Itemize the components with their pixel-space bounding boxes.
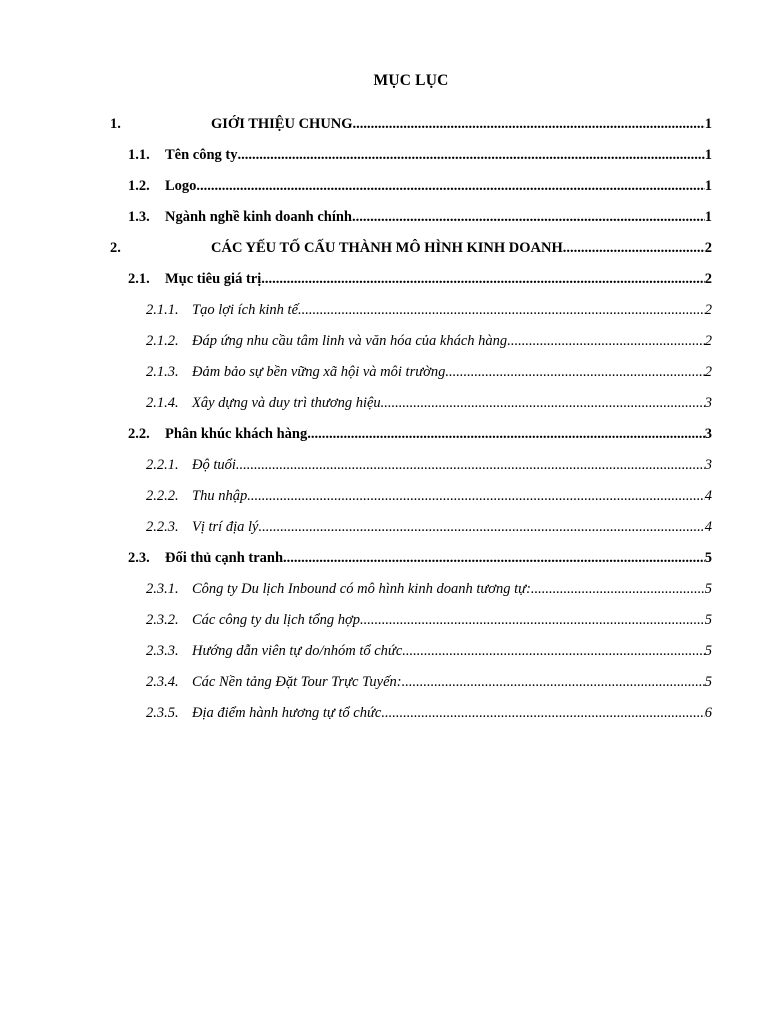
toc-entry[interactable]	[128, 267, 712, 291]
toc-entry-text: Công ty Du lịch Inbound có mô hình kinh doanh tương tự:	[192, 581, 531, 597]
dot-leader	[352, 205, 705, 229]
toc-entry-page-number: 5	[704, 581, 712, 597]
toc-entry-text: Đảm bảo sự bền vững xã hội và môi trường	[192, 364, 446, 380]
toc-entry-number: 2.3.4.	[146, 674, 179, 690]
dot-leader	[360, 608, 705, 632]
dot-leader	[445, 360, 704, 384]
toc-entry-text: Địa điểm hành hương tự tổ chức	[192, 705, 382, 721]
toc-entry-text: Logo	[165, 178, 197, 194]
toc-entry-text: Các công ty du lịch tổng hợp	[192, 612, 361, 628]
toc-entry-text: Hướng dẫn viên tự do/nhóm tổ chức	[192, 643, 403, 659]
dot-leader	[236, 453, 705, 477]
toc-entry[interactable]	[146, 701, 712, 725]
toc-entry-number: 2.3.	[128, 550, 150, 566]
toc-entry-text: Tạo lợi ích kinh tế	[192, 302, 299, 318]
toc-entry-number: 2.3.2.	[146, 612, 179, 628]
toc-entry[interactable]	[128, 143, 712, 167]
toc-entry-page-number: 6	[704, 705, 712, 721]
toc-entry-number: 2.2.	[128, 426, 150, 442]
toc-entry[interactable]	[128, 546, 712, 570]
toc-entry[interactable]	[146, 298, 712, 322]
toc-entry[interactable]	[146, 577, 712, 601]
toc-entry-page-number: 1	[704, 178, 712, 194]
toc-entry-number: 2.1.4.	[146, 395, 179, 411]
toc-entry-text: Mục tiêu giá trị	[165, 271, 262, 287]
toc-entry[interactable]	[128, 174, 712, 198]
dot-leader	[381, 701, 704, 725]
toc-entry-number: 1.2.	[128, 178, 150, 194]
toc-entry[interactable]	[146, 515, 712, 539]
toc-entry-number: 2.2.2.	[146, 488, 179, 504]
toc-entry-number: 2.	[110, 240, 121, 256]
dot-leader	[247, 484, 705, 508]
dot-leader	[381, 391, 705, 415]
toc-entry-text: Phân khúc khách hàng	[165, 426, 308, 442]
toc-entry-text: GIỚI THIỆU CHUNG	[211, 116, 353, 132]
toc-entry-page-number: 2	[704, 333, 712, 349]
toc-entry-page-number: 1	[704, 147, 712, 163]
toc-entry-text: Ngành nghề kinh doanh chính	[165, 209, 352, 225]
toc-entry-text: Thu nhập	[192, 488, 248, 504]
toc-entry-text: Đáp ứng nhu cầu tâm linh và văn hóa của khách hàng	[192, 333, 508, 349]
toc-entry-text: Độ tuổi	[192, 457, 236, 473]
toc-entry[interactable]	[146, 484, 712, 508]
toc-title: MỤC LỤC	[373, 72, 449, 89]
toc-entry-number: 2.3.5.	[146, 705, 179, 721]
toc-entry-text: Tên công ty	[165, 147, 238, 163]
toc-entry-page-number: 5	[704, 643, 712, 659]
toc-entry-number: 2.1.	[128, 271, 150, 287]
toc-entry-text: Xây dựng và duy trì thương hiệu	[192, 395, 381, 411]
toc-entry[interactable]	[146, 608, 712, 632]
toc-entry-number: 2.2.3.	[146, 519, 179, 535]
toc-entry-page-number: 5	[704, 674, 712, 690]
toc-entry-page-number: 3	[704, 457, 712, 473]
dot-leader	[238, 143, 705, 167]
dot-leader	[563, 236, 705, 260]
toc-entry-page-number: 2	[704, 240, 712, 256]
toc-entry[interactable]	[146, 639, 712, 663]
dot-leader	[298, 298, 705, 322]
toc-entry[interactable]	[146, 670, 712, 694]
toc-entry-number: 1.1.	[128, 147, 150, 163]
dot-leader	[507, 329, 705, 353]
dot-leader	[261, 267, 705, 291]
toc-entry-page-number: 2	[704, 364, 712, 380]
toc-entry[interactable]	[146, 453, 712, 477]
toc-entry-text: CÁC YẾU TỐ CẤU THÀNH MÔ HÌNH KINH DOANH	[211, 240, 563, 256]
dot-leader	[531, 577, 705, 601]
toc-entry[interactable]	[146, 329, 712, 353]
toc-entry-number: 2.1.2.	[146, 333, 179, 349]
toc-entry-number: 2.3.3.	[146, 643, 179, 659]
dot-leader	[258, 515, 704, 539]
toc-entry[interactable]	[146, 391, 712, 415]
toc-entry-number: 1.	[110, 116, 121, 132]
dot-leader	[283, 546, 705, 570]
toc-entry-number: 2.1.3.	[146, 364, 179, 380]
toc-entry-number: 1.3.	[128, 209, 150, 225]
toc-entry-text: Đối thủ cạnh tranh	[165, 550, 284, 566]
toc-entry[interactable]	[110, 236, 712, 260]
toc-entry-page-number: 5	[704, 612, 712, 628]
toc-entry-number: 2.1.1.	[146, 302, 179, 318]
dot-leader	[402, 639, 704, 663]
toc-entry-text: Các Nền tảng Đặt Tour Trực Tuyến:	[192, 674, 402, 690]
toc-entry-page-number: 1	[704, 209, 712, 225]
dot-leader	[196, 174, 704, 198]
toc-entry-page-number: 4	[704, 519, 712, 535]
toc-entry[interactable]	[128, 205, 712, 229]
toc-entry[interactable]	[128, 422, 712, 446]
toc-entry-page-number: 3	[704, 395, 712, 411]
dot-leader	[402, 670, 705, 694]
toc-entry-page-number: 2	[704, 302, 712, 318]
toc-entry-page-number: 3	[704, 426, 712, 442]
dot-leader	[307, 422, 705, 446]
toc-entry[interactable]	[110, 112, 712, 136]
dot-leader	[353, 112, 705, 136]
toc-entry-page-number: 1	[704, 116, 712, 132]
toc-entry-page-number: 5	[704, 550, 712, 566]
toc-entry-page-number: 4	[704, 488, 712, 504]
toc-entry[interactable]	[146, 360, 712, 384]
toc-entry-text: Vị trí địa lý	[192, 519, 259, 535]
toc-entry-page-number: 2	[704, 271, 712, 287]
toc-entry-number: 2.3.1.	[146, 581, 179, 597]
toc-entry-number: 2.2.1.	[146, 457, 179, 473]
